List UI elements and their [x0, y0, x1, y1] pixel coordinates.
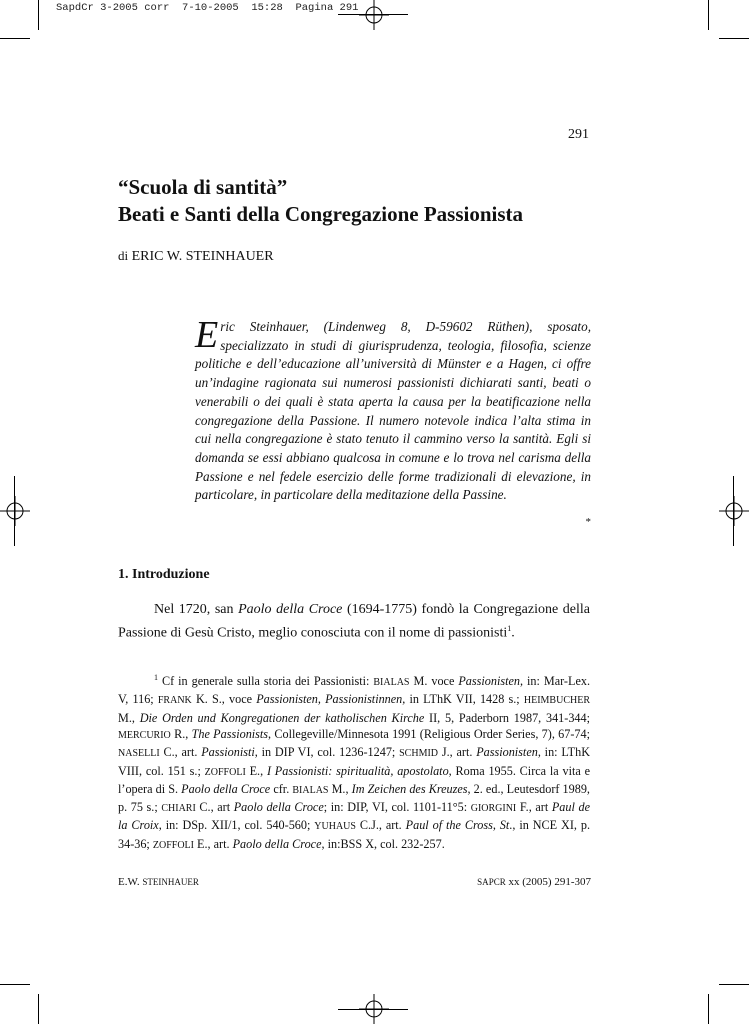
footnote-author: SCHMID: [399, 748, 439, 760]
footnote: [118, 670, 590, 854]
registration-mark-top-icon: [359, 0, 389, 30]
footnote-text: , Roma 1955. Circa la vita e l’opera di S.: [118, 763, 590, 796]
footnote-work: Passionisti: [201, 745, 255, 760]
footnote-text: in: Mar-Lex. V, 116;: [118, 674, 590, 707]
footnote-work: Paul de la Croix: [118, 800, 590, 833]
footnote-author: NASELLI: [118, 748, 160, 760]
footnote-author: BIALAS: [292, 784, 329, 796]
footnote-author: BIALAS: [373, 677, 410, 689]
footnote-text: ; in: DIP, VI, col. 1101-11°5:: [323, 800, 471, 815]
footer-journal-citation: xx (2005) 291-307: [505, 876, 591, 888]
footnote-text: M.,: [118, 710, 140, 725]
abstract-dropcap: E: [195, 314, 219, 356]
footnote-work: Passionisten, Passionistinnen,: [256, 692, 406, 707]
article-title: [118, 174, 523, 228]
footnote-text: , 2. ed., Leutesdorf 1989, p. 75 s.;: [118, 781, 590, 815]
byline-author: ERIC W. STEINHAUER: [131, 249, 274, 264]
footnote-text: M.,: [328, 781, 352, 796]
footnote-work: The Passionists: [191, 726, 269, 741]
footnote-text: , in:BSS X, col. 232-257.: [321, 836, 445, 851]
footer-journal-name: SAPCR: [477, 877, 506, 887]
footnote-author: HEIMBUCHER: [523, 695, 590, 707]
footnote-work: Paolo della Croce: [181, 781, 271, 796]
crop-mark-top-right-v: [708, 0, 709, 30]
para-text: Nel 1720, san: [154, 602, 239, 617]
footnote-text: M. voce: [409, 674, 459, 689]
crop-mark-bottom-right-v: [708, 994, 709, 1024]
crop-mark-top-left-h: [0, 38, 30, 39]
crop-mark-top-right-h: [719, 38, 749, 39]
footnote-reference[interactable]: 1: [507, 624, 512, 633]
footnote-author: FRANK: [157, 695, 192, 707]
footnote-work: Paolo della Croce: [233, 800, 324, 815]
footnote-number: 1: [154, 673, 158, 682]
footnote-text: , in DIP VI, col. 1236-1247;: [254, 745, 400, 760]
para-text: (1694-1775) fondò la Congregazione della Passione di Gesù Cristo, meglio conosciuta con il nome di passionisti: [118, 602, 590, 641]
footnote-work: Passionisten,: [458, 674, 524, 689]
byline-prefix: di: [118, 248, 129, 263]
footnote-text: J., art.: [438, 745, 477, 760]
abstract: [195, 314, 591, 505]
footer-author: [118, 876, 199, 888]
footnote-text: , in: DSp. XII/1, col. 540-560;: [158, 818, 315, 833]
registration-mark-left-icon: [0, 496, 30, 526]
footnote-author: YUHAUS: [314, 821, 356, 833]
crop-mark-bottom-right-h: [719, 984, 749, 985]
footnote-text: in LThK VII, 1428 s.;: [405, 692, 524, 707]
page-number: 291: [568, 127, 589, 142]
footnote-text: E.,: [245, 763, 267, 778]
footnote-work: Paul of the Cross, St: [405, 818, 510, 833]
footnote-text: II, 5, Paderborn 1987, 341-344;: [424, 710, 590, 725]
footnote-author: MERCURIO: [118, 729, 171, 741]
footnote-text: C.J., art.: [355, 818, 406, 833]
footnote-work: Paolo della Croce: [232, 836, 322, 851]
footnote-text: E., art.: [194, 836, 233, 851]
footnote-text: K. S., voce: [191, 692, 257, 707]
abstract-asterisk: *: [585, 516, 591, 528]
byline: [118, 248, 274, 265]
footnote-text: ., in NCE XI, p. 34-36;: [118, 818, 590, 851]
footer-author-initials: E.W.: [118, 876, 143, 888]
abstract-text: ric Steinhauer, (Lindenweg 8, D-59602 Rüthen), sposato, specializzato in studi di giurisprudenza, teologia, filosofia, scienze politiche e dell’educazione all’università di Münster e a Hagen, ci offre un’indagine ragionata sui numerosi passionisti dichiarati santi, beati o venerabili o dei quali è stata aperta la causa per la beatificazione nella congregazione della Passione. Il numero notevole indica l’alta stima in cui nella congregazione è stato tenuto il cammino verso la santità. Egli si domanda se essi abbiano qualcosa in comune e lo trova nel carisma della Passione e nel fedele esercizio delle forme tradizionali di elevazione, in particolare, in particolare della meditazione della Passine.: [195, 319, 591, 503]
para-name: Paolo della Croce: [238, 602, 343, 617]
footnote-author: CHIARI: [161, 803, 196, 815]
footnote-author: ZOFFOLI: [152, 839, 194, 851]
footnote-author: ZOFFOLI: [204, 766, 246, 778]
footnote-text: F., art: [516, 800, 552, 815]
footer-journal: [477, 876, 591, 888]
footnote-text: , Collegeville/Minnesota 1991 (Religious Order Series, 7), 67-74;: [268, 726, 590, 741]
crop-mark-top-left-v: [38, 0, 39, 30]
body-paragraph: [118, 600, 590, 643]
footnote-text: C., art: [195, 800, 234, 815]
footnote-text: C., art.: [159, 745, 202, 760]
footnote-author: GIORGINI: [470, 803, 517, 815]
footnote-work: Passionisten: [476, 745, 538, 760]
print-slug: SapdCr 3-2005 corr 7-10-2005 15:28 Pagina 291: [56, 2, 359, 14]
title-line-1: “Scuola di santità”: [118, 175, 288, 199]
footnote-text: R.,: [170, 726, 192, 741]
footer-author-name: STEINHAUER: [142, 877, 199, 887]
title-line-2: Beati e Santi della Congregazione Passionista: [118, 202, 524, 226]
para-text: .: [511, 625, 515, 641]
footnote-text: Cf in generale sulla storia dei Passionisti:: [158, 674, 374, 689]
footnote-work: Im Zeichen des Kreuzes: [351, 781, 468, 796]
footnote-text: , in: LThK VIII, col. 151 s.;: [118, 745, 591, 778]
footnote-work: Die Orden und Kongregationen der katholischen Kirche: [139, 710, 425, 725]
section-heading: 1. Introduzione: [118, 567, 210, 582]
footnote-work: I Passionisti: spiritualità, apostolato: [266, 763, 449, 778]
crop-mark-bottom-left-v: [38, 994, 39, 1024]
registration-mark-right-icon: [719, 496, 749, 526]
crop-mark-bottom-left-h: [0, 984, 30, 985]
registration-mark-bottom-icon: [359, 994, 389, 1024]
footnote-text: cfr.: [270, 781, 293, 796]
